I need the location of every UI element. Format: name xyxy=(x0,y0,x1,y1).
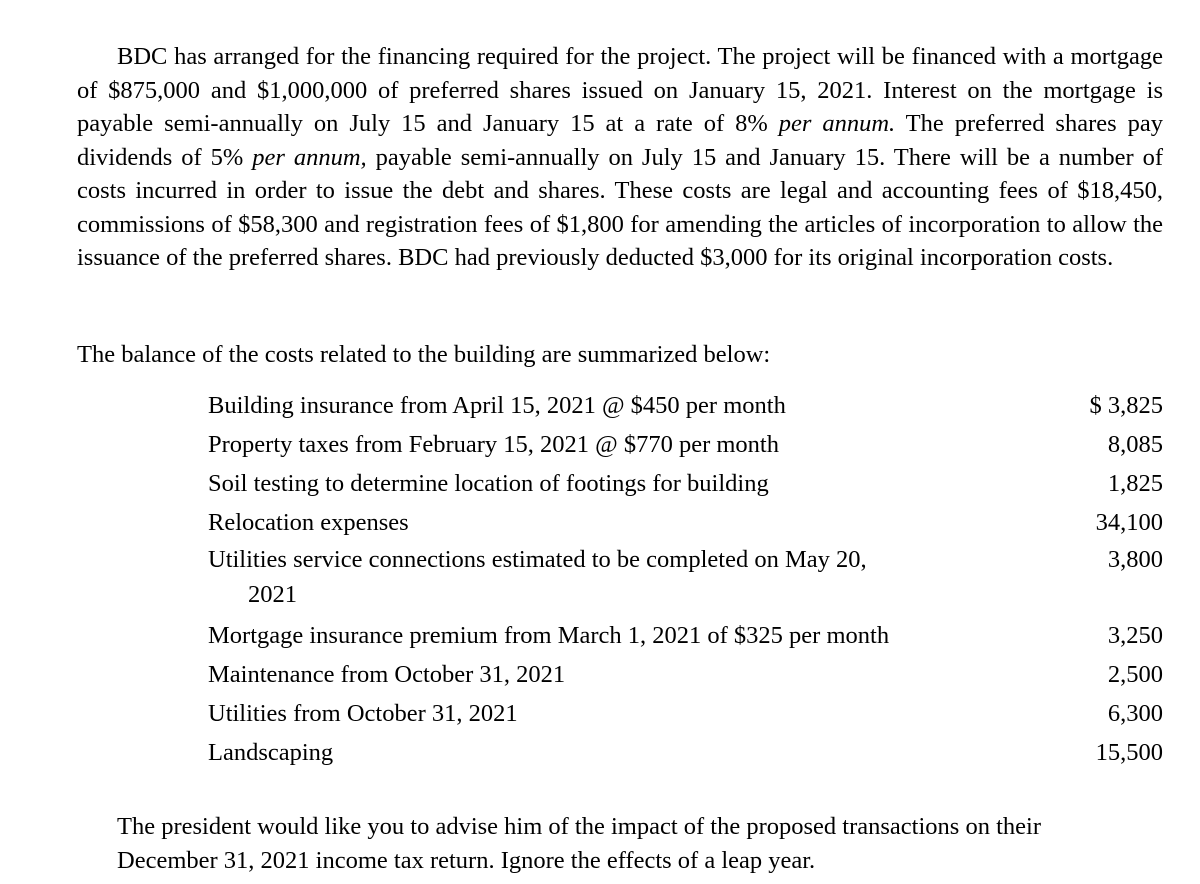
table-row xyxy=(208,503,1163,542)
table-row xyxy=(208,464,1163,503)
cost-description: Maintenance from October 31, 2021 xyxy=(208,661,566,688)
cost-description: Utilities from October 31, 2021 xyxy=(208,700,518,727)
per-annum-italic-2: per annum, xyxy=(252,143,367,171)
cost-amount: 2,500 xyxy=(1107,661,1163,688)
cost-description: Relocation expenses xyxy=(208,509,409,536)
cost-description: Landscaping xyxy=(208,739,334,766)
table-row xyxy=(208,386,1163,425)
table-row xyxy=(208,616,1163,655)
per-annum-italic-1: per annum. xyxy=(778,110,896,137)
cost-description-wrapped xyxy=(208,542,1008,616)
building-costs-table xyxy=(208,386,1163,772)
cost-amount: 6,300 xyxy=(1107,700,1163,727)
table-row xyxy=(208,694,1163,733)
financing-text-part-1: BDC has arranged for the financing required for the project. The project will be financed with a mortgage of $875,000 and $1,000,000 of preferred shares issued on January 15, 2021. Interest on the mortgage is payable semi-annually on July 15 and January 15 at a rate of 8% xyxy=(77,43,1163,137)
table-row xyxy=(208,733,1163,772)
table-row xyxy=(208,542,1163,616)
cost-amount: 8,085 xyxy=(1107,431,1163,458)
financing-paragraph xyxy=(77,40,1163,275)
financing-text-part-3: payable semi-annually on July 15 and January 15. There will be a number of costs incurred in order to issue the debt and shares. These costs are legal and accounting fees of $18,450, commissions of $58,300 and registration fees of $1,800 for amending the articles of incorporation to allow the issuance of the preferred shares. BDC had previously deducted $3,000 for its original incorporation costs. xyxy=(77,143,1164,271)
closing-line-2: December 31, 2021 income tax return. Ignore the effects of a leap year. xyxy=(117,846,816,874)
cost-description-continuation: 2021 xyxy=(248,581,297,608)
cost-description-line: Utilities service connections estimated to be completed on May 20, xyxy=(208,546,867,573)
cost-description: Mortgage insurance premium from March 1, 2021 of $325 per month xyxy=(208,622,890,649)
cost-amount: $ 3,825 xyxy=(1089,392,1163,419)
costs-intro-paragraph: The balance of the costs related to the building are summarized below: xyxy=(77,341,771,368)
financing-text-part-2: The preferred shares pay dividends of 5% xyxy=(77,110,1163,171)
cost-amount: 34,100 xyxy=(1095,509,1163,536)
table-row xyxy=(208,655,1163,694)
cost-description: Building insurance from April 15, 2021 @ $450 per month xyxy=(208,392,786,419)
closing-line-1: The president would like you to advise him of the impact of the proposed transactions on their xyxy=(117,813,1041,840)
closing-paragraph xyxy=(77,810,1163,877)
cost-amount: 1,825 xyxy=(1107,470,1163,497)
cost-amount: 3,250 xyxy=(1107,622,1163,649)
cost-description: Property taxes from February 15, 2021 @ $770 per month xyxy=(208,431,779,458)
cost-description: Soil testing to determine location of footings for building xyxy=(208,470,769,497)
cost-amount: 15,500 xyxy=(1095,739,1163,766)
table-row xyxy=(208,425,1163,464)
cost-amount: 3,800 xyxy=(1107,546,1163,573)
